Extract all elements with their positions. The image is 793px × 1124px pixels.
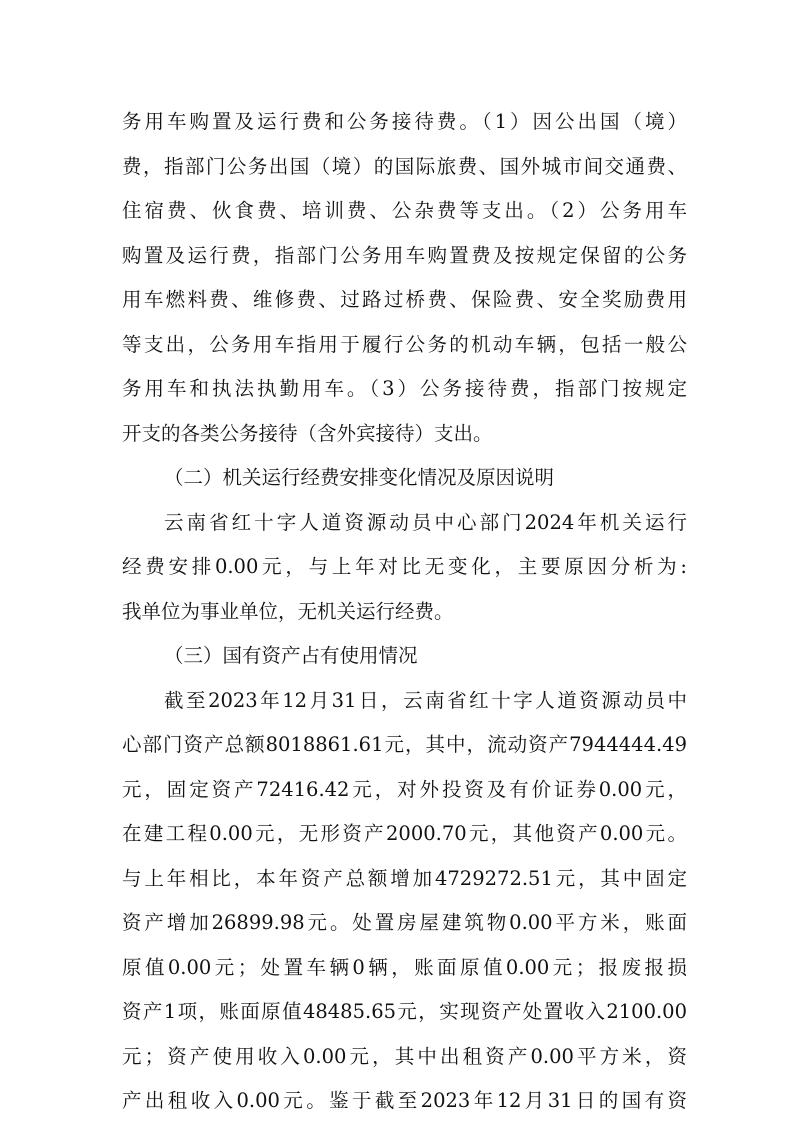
paragraph-line: 原值0.00元；处置车辆0辆，账面原值0.00元；报废报损: [122, 955, 687, 979]
paragraph-line: 购置及运行费，指部门公务用车购置费及按规定保留的公务: [122, 243, 687, 267]
paragraph-line: 元；资产使用收入0.00元，其中出租资产0.00平方米，资: [122, 1044, 687, 1068]
paragraph-line: 在建工程0.00元，无形资产2000.70元，其他资产0.00元。: [122, 822, 687, 845]
paragraph-line: 心部门资产总额8018861.61元，其中，流动资产7944444.49: [122, 733, 687, 756]
paragraph-line: 务用车购置及运行费和公务接待费。（1）因公出国（境）: [122, 110, 687, 133]
paragraph-line: 用车燃料费、维修费、过路过桥费、保险费、安全奖励费用: [122, 288, 687, 311]
paragraph-line: 资产1项，账面原值48485.65元，实现资产处置收入2100.00: [122, 1000, 687, 1023]
paragraph-line: 与上年相比，本年资产总额增加4729272.51元，其中固定: [122, 866, 687, 890]
paragraph-line: 经费安排0.00元，与上年对比无变化，主要原因分析为:: [122, 555, 687, 578]
paragraph-line: 元，固定资产72416.42元，对外投资及有价证券0.00元，: [122, 777, 687, 801]
paragraph-line: 费，指部门公务出国（境）的国际旅费、国外城市间交通费、: [122, 154, 687, 178]
document-body: [122, 100, 687, 1124]
section-heading: （三）国有资产占有使用情况: [164, 644, 418, 667]
paragraph-line: 云南省红十字人道资源动员中心部门2024年机关运行: [164, 510, 687, 534]
paragraph-line: 资产增加26899.98元。处置房屋建筑物0.00平方米，账面: [122, 911, 687, 934]
paragraph-line: 产出租收入0.00元。鉴于截至2023年12月31日的国有资: [122, 1089, 687, 1112]
section-heading: （二）机关运行经费安排变化情况及原因说明: [164, 466, 555, 489]
paragraph-line: 我单位为事业单位，无机关运行经费。: [122, 599, 454, 623]
paragraph-line: 务用车和执法执勤用车。（3）公务接待费，指部门按规定: [122, 377, 687, 400]
paragraph-line: 截至2023年12月31日，云南省红十字人道资源动员中: [164, 688, 687, 712]
paragraph-line: 等支出，公务用车指用于履行公务的机动车辆，包括一般公: [122, 332, 687, 356]
paragraph-line: 开支的各类公务接待（含外宾接待）支出。: [122, 421, 493, 445]
paragraph-line: 住宿费、伙食费、培训费、公杂费等支出。（2）公务用车: [122, 199, 687, 222]
